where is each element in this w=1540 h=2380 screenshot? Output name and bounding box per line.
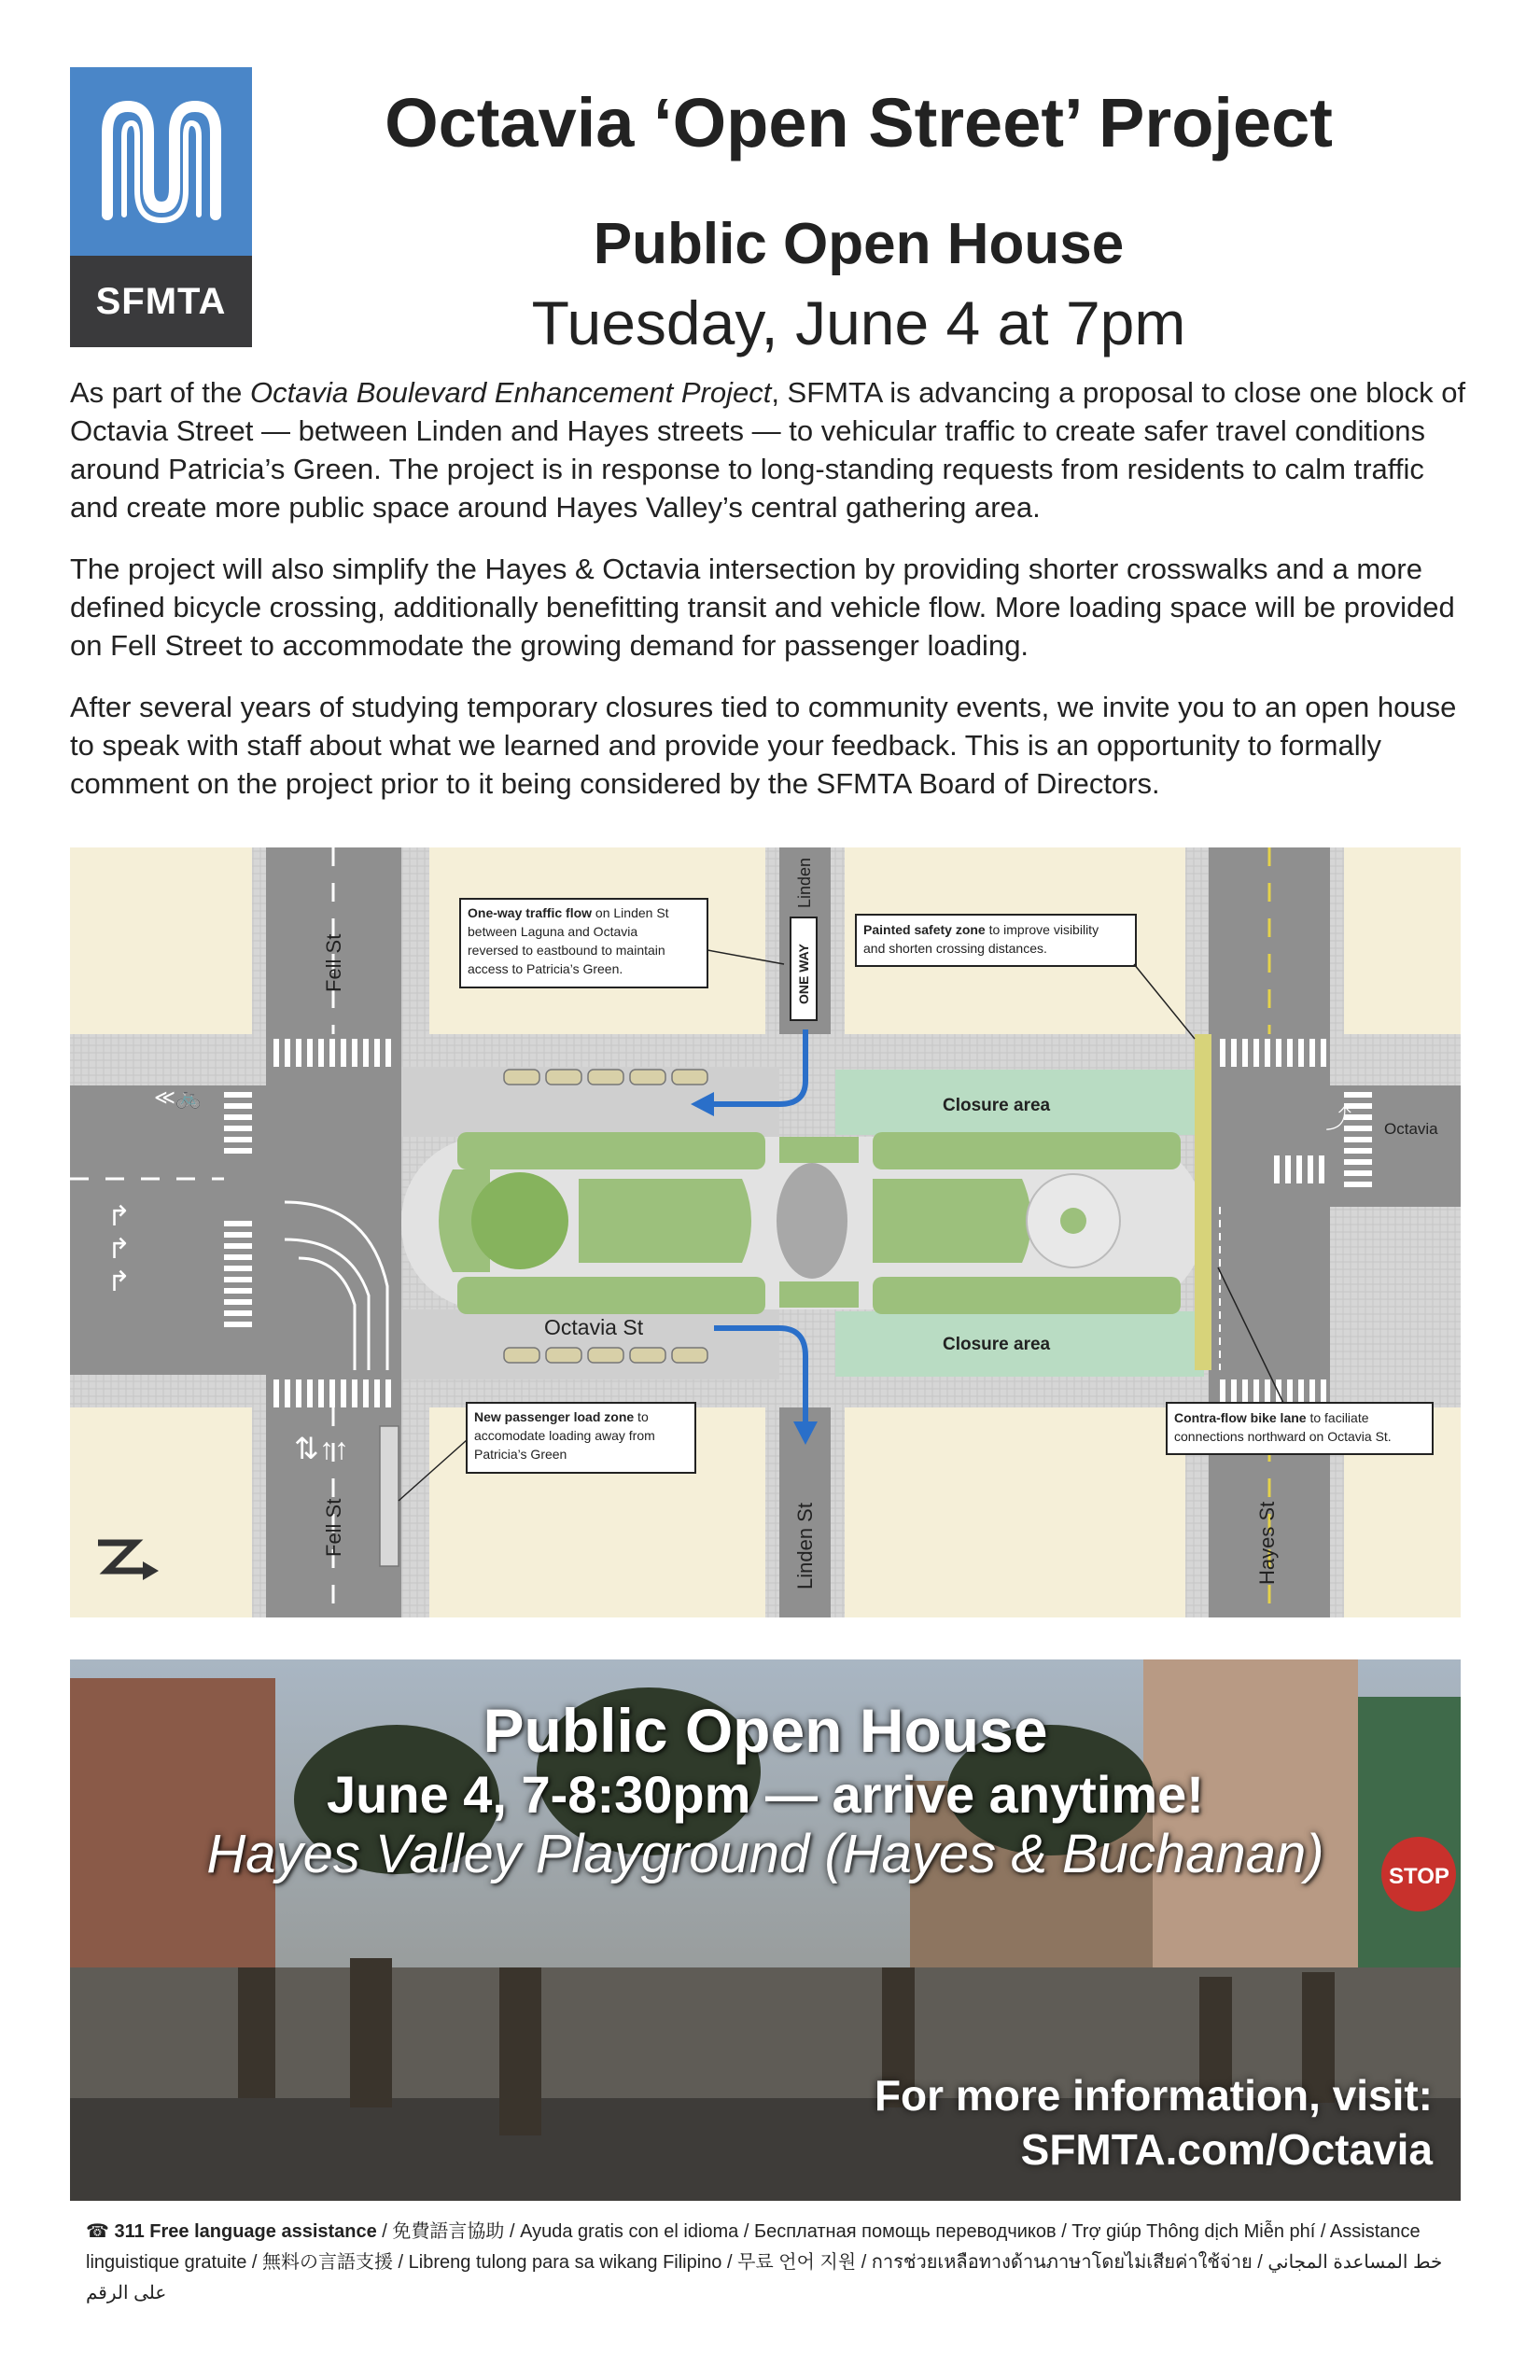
sfmta-logo	[70, 67, 252, 347]
event-datetime: Tuesday, June 4 at 7pm	[531, 288, 1186, 357]
lane-arrow-icon: ⤴	[1325, 1104, 1352, 1133]
more-info-url[interactable]: SFMTA.com/Octavia	[1020, 2125, 1433, 2174]
event-photo-banner	[70, 1659, 1461, 2201]
street-label-fell-bottom: Fell St	[322, 1498, 345, 1557]
svg-text:New passenger load zone to: New passenger load zone to	[474, 1409, 649, 1424]
svg-text:connections northward on Octav: connections northward on Octavia St.	[1174, 1429, 1392, 1444]
svg-text:accomodate loading away from: accomodate loading away from	[474, 1428, 655, 1443]
svg-text:reversed to eastbound to maint: reversed to eastbound to maintain	[468, 943, 665, 958]
lane-arrow-icon: ↱	[107, 1234, 132, 1265]
header	[280, 84, 1437, 357]
lane-arrow-icon: ↱	[107, 1267, 132, 1297]
bike-icon: ≪🚲	[154, 1085, 202, 1109]
muni-worm-icon	[70, 67, 252, 256]
one-way-sign-text: ONE WAY	[796, 944, 811, 1004]
language-assistance-footer	[86, 2217, 1458, 2309]
lane-arrow-icon: ↱	[107, 1201, 132, 1232]
svg-text:One-way traffic flow on Linden: One-way traffic flow on Linden St	[468, 905, 669, 920]
banner-venue: Hayes Valley Playground (Hayes & Buchanan)	[206, 1824, 1324, 1884]
intro-paragraph-3: After several years of studying temporary closures tied to community events, we invite you to an open house to speak with staff about what we learned and provide your feedback. This is an opportunity to formally comment on the project prior to it being considered by the SFMTA Board of Directors.	[70, 691, 1457, 800]
svg-text:between Laguna and Octavia: between Laguna and Octavia	[468, 924, 638, 939]
page-title: Octavia ‘Open Street’ Project	[385, 84, 1333, 161]
painted-safety-zone	[1195, 1034, 1211, 1370]
street-label-linden-top: Linden	[795, 857, 814, 908]
phone-311-label: 311 Free language assistance	[114, 2221, 377, 2242]
passenger-load-zone	[380, 1426, 399, 1566]
svg-text:Contra-flow bike lane to facil: Contra-flow bike lane to faciliate	[1174, 1410, 1369, 1425]
banner-title: Public Open House	[483, 1696, 1048, 1765]
sfmta-logo-text: SFMTA	[70, 256, 252, 347]
street-label-octavia-right: Octavia	[1384, 1120, 1438, 1138]
language-list: / 免費語言協助 / Ayuda gratis con el idioma / Бесплатная помощь переводчиков / Trợ giúp Thông dịch Miễn phí / Assistance linguistique gratuite / 無料の言語支援 / Libreng tulong para sa wikang Filipino / 무료 언어 지원 / การช่วยเหลือทางด้านภาษาโดยไม่เสียค่าใช้จ่าย / خط المساعدة المجاني على الرقم	[86, 2221, 1443, 2303]
svg-text:Patricia’s Green: Patricia’s Green	[474, 1447, 567, 1462]
banner-date: June 4, 7-8:30pm — arrive anytime!	[327, 1765, 1204, 1824]
more-info-label: For more information, visit:	[874, 2071, 1433, 2120]
stop-sign-text: STOP	[1389, 1864, 1449, 1889]
lane-arrow-icon: ⇅↑↑	[294, 1432, 349, 1465]
street-label-octavia: Octavia St	[544, 1315, 644, 1339]
street-label-fell-top: Fell St	[322, 933, 345, 992]
sfmta-logo-mark	[70, 67, 252, 256]
svg-text:Painted safety zone to improve: Painted safety zone to improve visibility	[863, 922, 1099, 937]
intro-paragraph-1: As part of the Octavia Boulevard Enhancement Project, SFMTA is advancing a proposal to close one block of Octavia Street — between Linden and Hayes streets — to vehicular traffic to create safer travel conditions around Patricia’s Green. The project is in response to long-standing requests from residents to calm traffic and create more public space around Hayes Valley’s central gathering area.	[70, 376, 1466, 524]
more-info	[875, 2068, 1433, 2177]
phone-icon: ☎	[86, 2221, 115, 2242]
project-map	[70, 847, 1461, 1617]
closure-label-top: Closure area	[943, 1096, 1051, 1115]
street-label-hayes: Hayes St	[1255, 1501, 1279, 1585]
playground-circle	[471, 1172, 568, 1269]
svg-text:and shorten crossing distances: and shorten crossing distances.	[863, 941, 1047, 956]
project-name: Octavia Boulevard Enhancement Project	[250, 376, 772, 409]
intro-paragraph-2: The project will also simplify the Hayes & Octavia intersection by providing shorter crosswalks and a more defined bicycle crossing, additionally benefitting transit and vehicle flow. More loading space will be provided on Fell Street to accommodate the growing demand for passenger loading.	[70, 553, 1455, 662]
event-subtitle: Public Open House	[593, 212, 1125, 276]
closure-label-bottom: Closure area	[943, 1335, 1051, 1354]
street-label-linden-bottom: Linden St	[793, 1503, 817, 1589]
svg-text:access to Patricia’s Green.: access to Patricia’s Green.	[468, 961, 623, 976]
intro-text	[70, 373, 1470, 826]
